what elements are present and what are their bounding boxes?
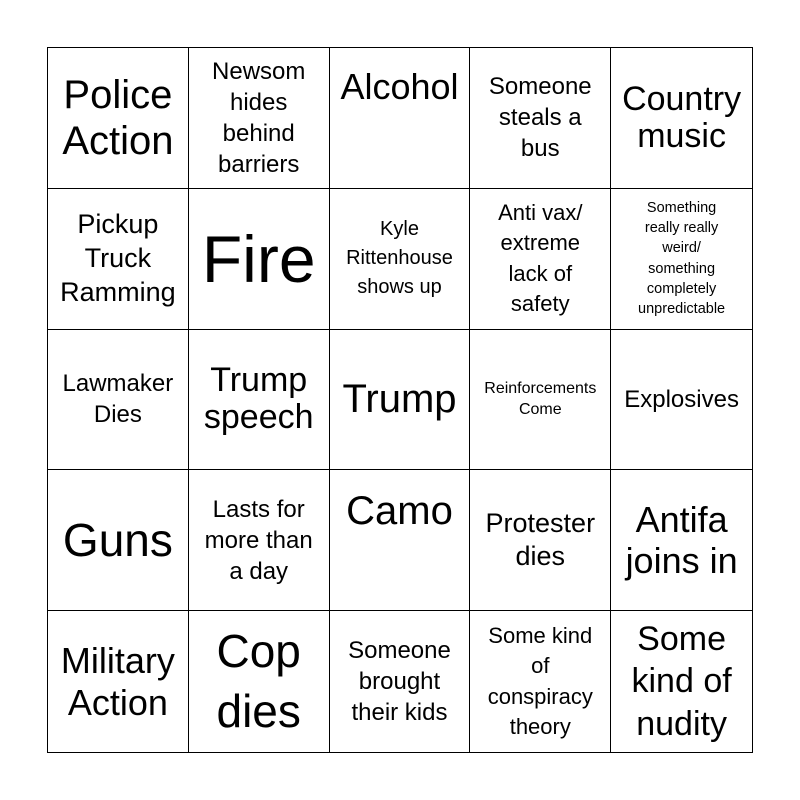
cell-label: Something really really weird/ something completely unpredictable [638, 199, 726, 318]
bingo-cell-camo[interactable] [330, 470, 471, 611]
cell-label: Newsom hides behind barriers [212, 57, 306, 179]
cell-label: Camo [346, 489, 453, 534]
cell-label: Country music [622, 79, 742, 155]
cell-label: Kyle Rittenhouse shows up [346, 218, 453, 299]
bingo-cell-military-action[interactable] [48, 611, 189, 752]
cell-label: Some kind of conspiracy theory [487, 622, 593, 739]
bingo-cell-cop-dies[interactable] [189, 611, 330, 752]
bingo-cell-reinforcements[interactable] [470, 330, 611, 471]
cell-label: Pickup Truck Ramming [60, 209, 176, 307]
cell-label: Protester dies [485, 507, 596, 572]
cell-label: Reinforcements Come [484, 379, 597, 419]
cell-label: Lawmaker Dies [62, 370, 174, 429]
bingo-cell-trump[interactable] [330, 330, 471, 471]
bingo-cell-steals-bus[interactable] [470, 48, 611, 189]
bingo-cell-pickup-truck[interactable] [48, 189, 189, 330]
cell-label: Some kind of nudity [631, 619, 732, 743]
bingo-cell-lawmaker-dies[interactable] [48, 330, 189, 471]
cell-label: Anti vax/ extreme lack of safety [498, 199, 583, 317]
cell-label: Trump speech [203, 361, 314, 437]
bingo-cell-something-weird[interactable] [611, 189, 752, 330]
cell-label: Fire [201, 221, 316, 296]
bingo-cell-antifa-joins[interactable] [611, 470, 752, 611]
cell-label: Someone steals a bus [488, 73, 592, 163]
bingo-cell-trump-speech[interactable] [189, 330, 330, 471]
cell-label: Guns [62, 514, 173, 567]
bingo-cell-nudity[interactable] [611, 611, 752, 752]
cell-label: Someone brought their kids [348, 636, 451, 727]
bingo-cell-police-action[interactable] [48, 48, 189, 189]
cell-label: Police Action [62, 72, 174, 163]
bingo-cell-lasts-a-day[interactable] [189, 470, 330, 611]
bingo-cell-kyle-rittenhouse[interactable] [330, 189, 471, 330]
cell-label: Military Action [60, 640, 175, 723]
bingo-cell-newsom-hides[interactable] [189, 48, 330, 189]
bingo-cell-alcohol[interactable] [330, 48, 471, 189]
cell-label: Explosives [624, 385, 739, 413]
bingo-cell-explosives[interactable] [611, 330, 752, 471]
cell-label: Trump [342, 377, 457, 422]
cell-label: Lasts for more than a day [204, 495, 313, 585]
bingo-cell-conspiracy-theory[interactable] [470, 611, 611, 752]
bingo-cell-fire[interactable] [189, 189, 330, 330]
bingo-cell-country-music[interactable] [611, 48, 752, 189]
cell-label: Cop dies [216, 624, 301, 737]
bingo-cell-brought-kids[interactable] [330, 611, 471, 752]
cell-label: Antifa joins in [625, 498, 738, 582]
bingo-cell-protester-dies[interactable] [470, 470, 611, 611]
cell-label: Alcohol [340, 66, 459, 107]
bingo-cell-guns[interactable] [48, 470, 189, 611]
bingo-board [47, 47, 753, 753]
bingo-cell-anti-vax[interactable] [470, 189, 611, 330]
